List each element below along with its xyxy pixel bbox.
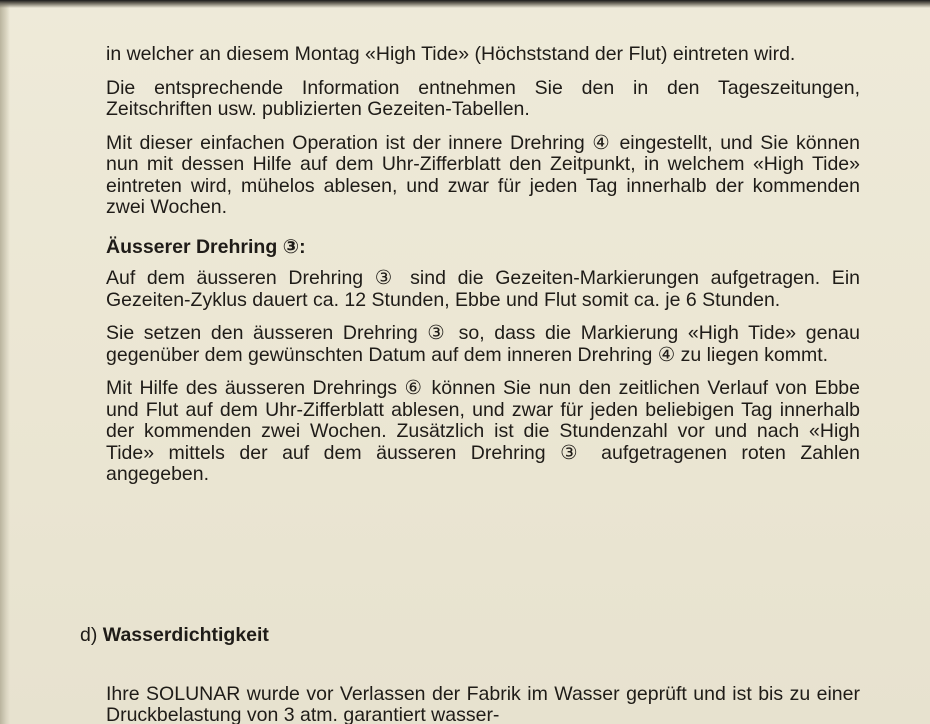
paragraph-set-outer-ring: Sie setzen den äusseren Drehring ③ so, dass die Markierung «High Tide» genau gegenüber dem gewünschten Datum auf dem inneren Drehring ④ zu liegen kommt.: [106, 322, 860, 366]
paragraph-tide-tables: Die entsprechende Information entnehmen Sie den in den Tageszeitungen, Zeitschriften usw. publizierten Gezeiten-Tabellen.: [106, 76, 860, 120]
heading-outer-ring: Äusserer Drehring ③:: [106, 235, 306, 258]
paragraph-read-tide-course: Mit Hilfe des äusseren Drehrings ⑥ können Sie nun den zeitlichen Verlauf von Ebbe und Flut auf dem Uhr-Zifferblatt ablesen, und zwar für jeden beliebigen Tag innerhalb der kommenden zwei Wochen. Zusätzlich ist die Stundenzahl vor und nach «High Tide» mittels der auf dem äusseren Drehring ③ aufgetragenen roten Zahlen angegeben.: [106, 377, 860, 485]
paragraph-water-resistance: Ihre SOLUNAR wurde vor Verlassen der Fabrik im Wasser geprüft und ist bis zu einer Druckbelastung von 3 atm. garantiert wasser-: [106, 682, 860, 724]
paragraph-high-tide-intro: in welcher an diesem Montag «High Tide» (Höchststand der Flut) eintreten wird.: [106, 43, 796, 65]
paragraph-tide-markings: Auf dem äusseren Drehring ③ sind die Gezeiten-Markierungen aufgetragen. Ein Gezeiten-Zyklus dauert ca. 12 Stunden, Ebbe und Flut somit ca. je 6 Stunden.: [106, 267, 860, 311]
section-title: Wasserdichtigkeit: [102, 624, 269, 646]
section-marker: d): [80, 624, 98, 646]
body-text: [106, 44, 860, 498]
section-heading-water-resistance: [80, 624, 269, 646]
paragraph-inner-ring-set: Mit dieser einfachen Operation ist der innere Drehring ④ eingestellt, und Sie können nun mit dessen Hilfe auf dem Uhr-Zifferblatt den Zeitpunkt, in welchem «High Tide» eintreten wird, mühelos ablesen, und zwar für jeden Tag innerhalb der kommenden zwei Wochen.: [106, 131, 860, 218]
